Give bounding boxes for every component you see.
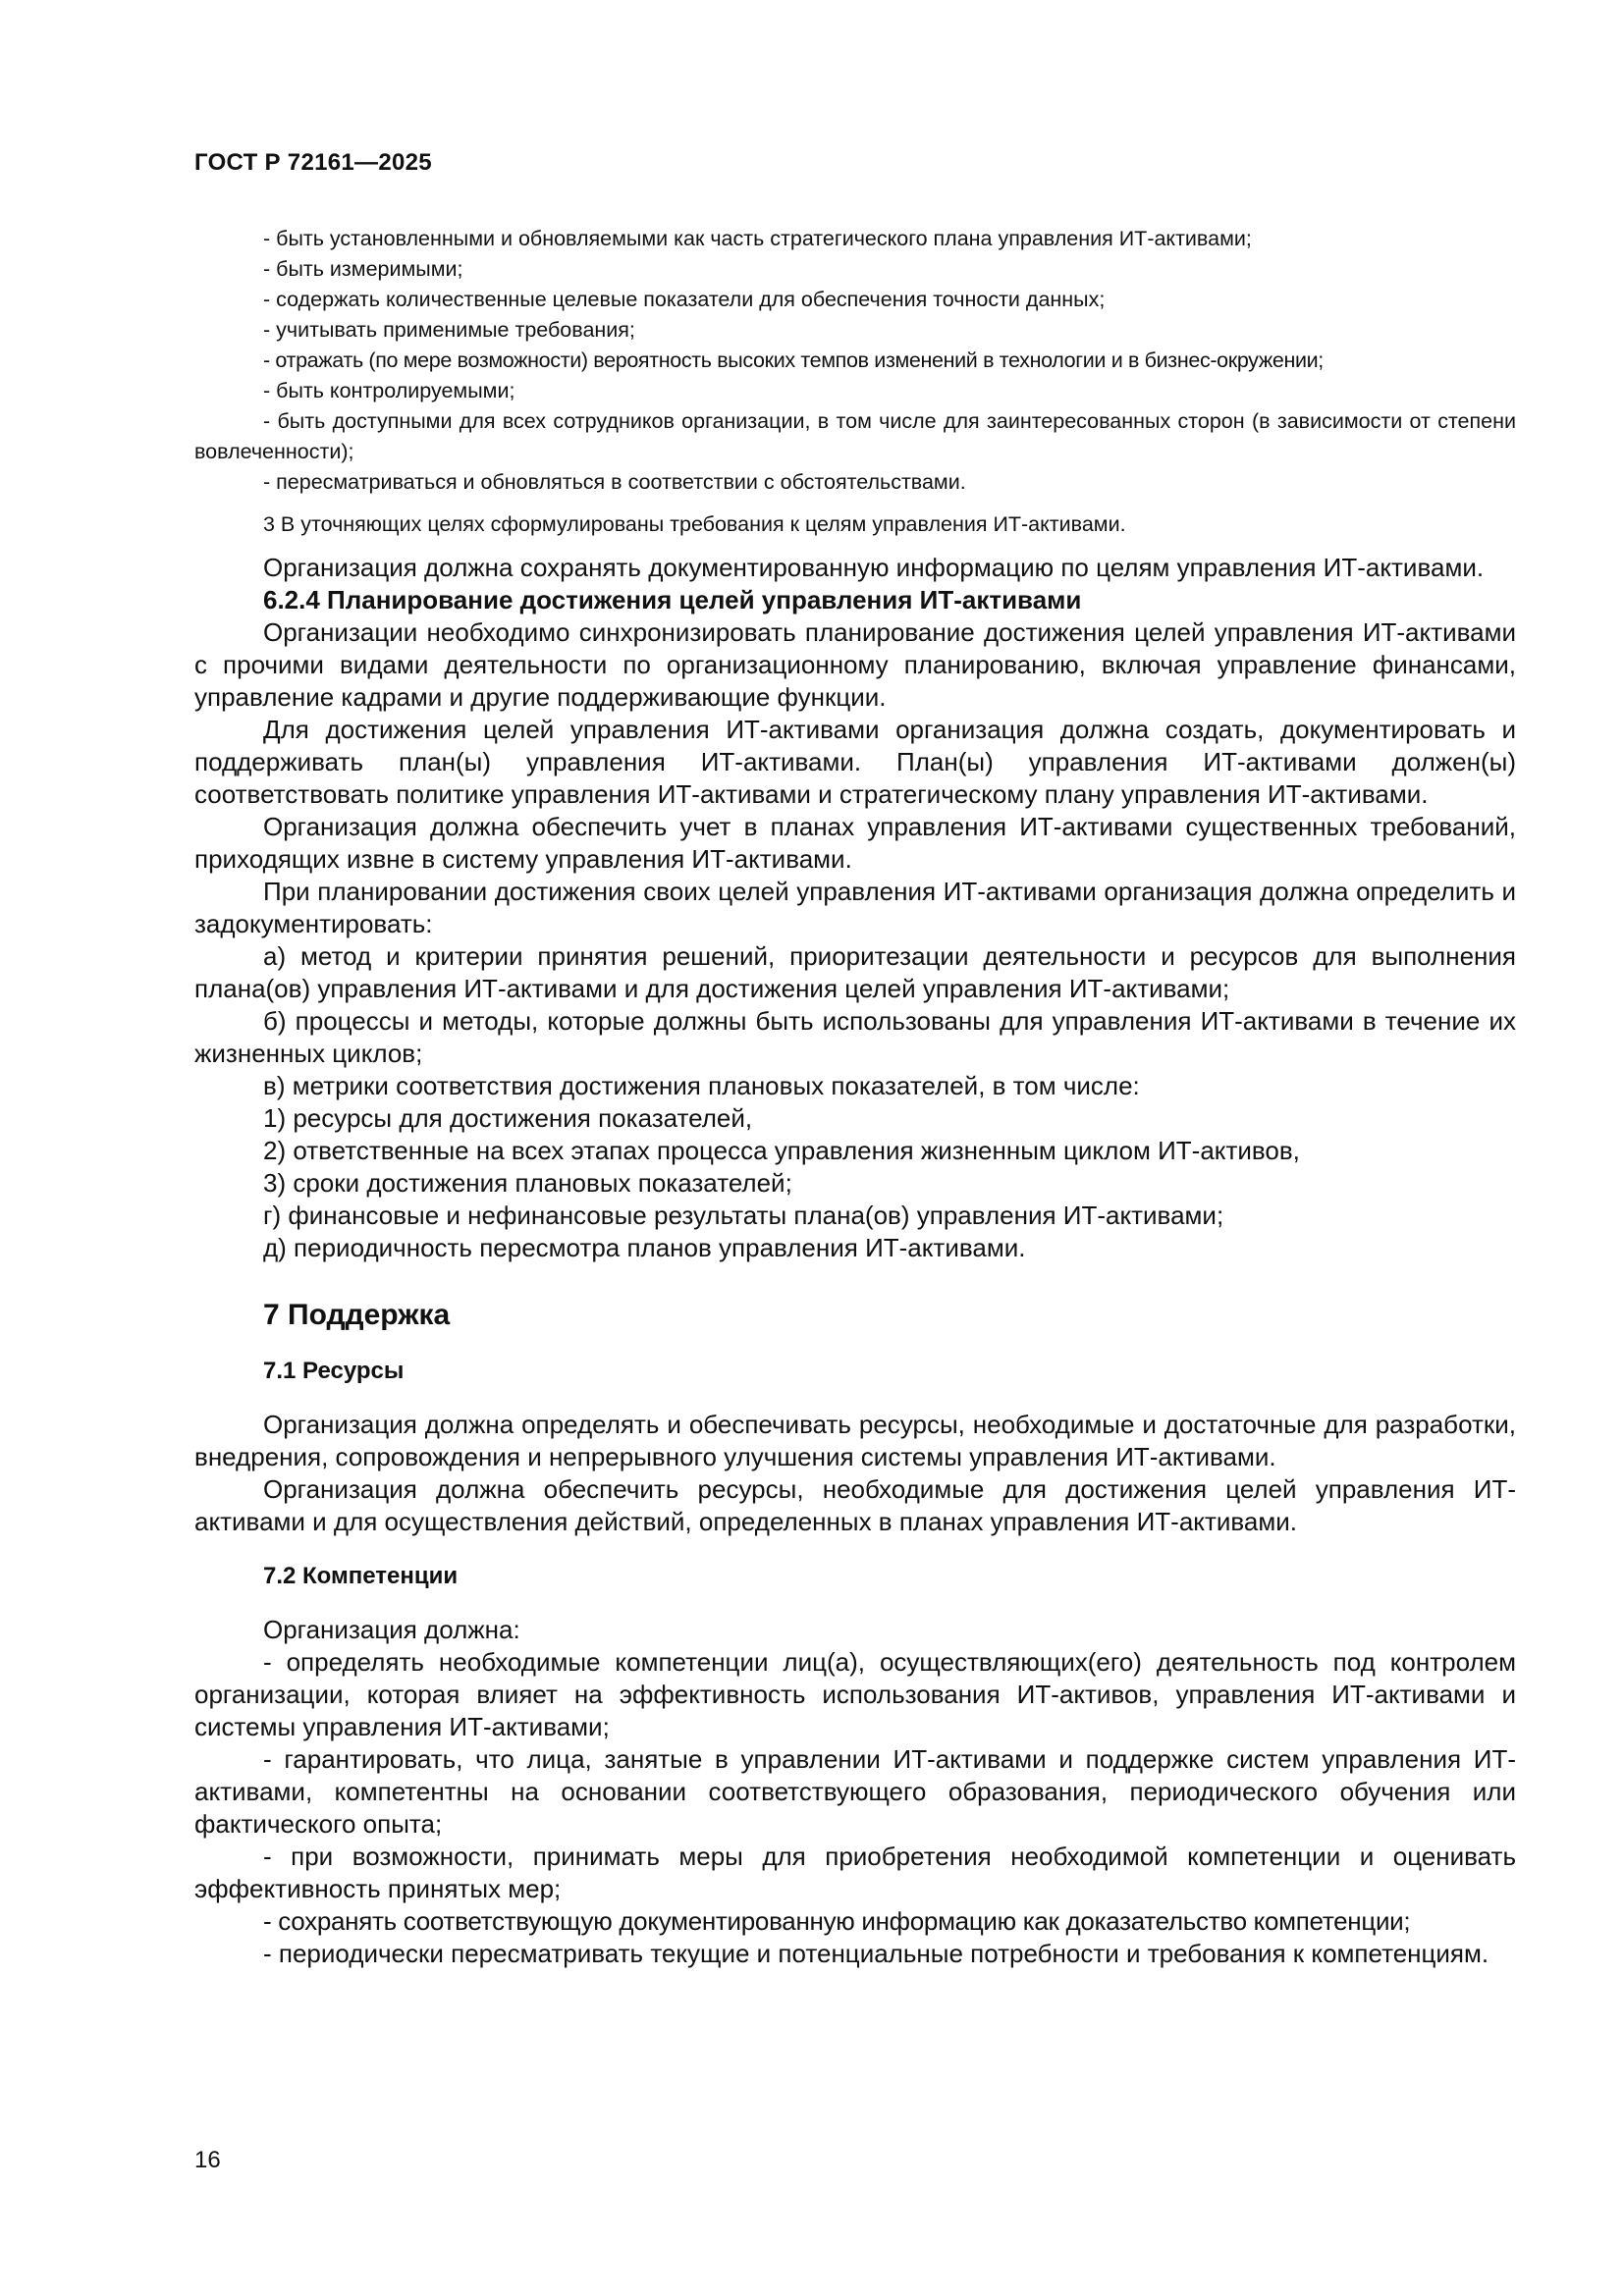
list-item: - периодически пересматривать текущие и потенциальные потребности и требования к компетенциям.: [263, 1939, 1489, 1968]
body-paragraph: Организация должна сохранять документированную информацию по целям управления ИТ-активами.: [263, 553, 1485, 582]
body-paragraph: Организация должна:: [263, 1615, 520, 1644]
list-item: г) финансовые и нефинансовые результаты плана(ов) управления ИТ-активами;: [263, 1201, 1224, 1230]
note-text: 3 В уточняющих целях сформулированы требования к целям управления ИТ-активами.: [263, 512, 1126, 536]
list-item: - содержать количественные целевые показатели для обеспечения точности данных;: [263, 288, 1106, 311]
list-item: 1) ресурсы для достижения показателей,: [263, 1103, 753, 1133]
body-paragraph: Организация должна обеспечить учет в планах управления ИТ-активами существенных требований, приходящих извне в систему управления ИТ-активами.: [194, 812, 1516, 874]
list-item: в) метрики соответствия достижения плановых показателей, в том числе:: [263, 1071, 1140, 1100]
subsection-title-6-2-4: 6.2.4 Планирование достижения целей управления ИТ-активами: [263, 585, 1082, 614]
body-paragraph: Организация должна определять и обеспечивать ресурсы, необходимые и достаточные для разработки, внедрения, сопровождения и непрерывного улучшения системы управления ИТ-активами.: [194, 1410, 1516, 1471]
list-item: - быть измеримыми;: [263, 257, 463, 281]
body-paragraph: Для достижения целей управления ИТ-активами организация должна создать, документировать и поддерживать план(ы) управления ИТ-активами. План(ы) управления ИТ-активами должен(ы) соответствовать политике управления ИТ-активами и стратегическому плану управления ИТ-активами.: [194, 715, 1516, 809]
list-item: а) метод и критерии принятия решений, приоритезации деятельности и ресурсов для выполнения плана(ов) управления ИТ-активами и для достижения целей управления ИТ-активами;: [194, 941, 1516, 1003]
list-item: 3) сроки достижения плановых показателей;: [263, 1168, 792, 1198]
page-body: [194, 224, 1516, 1970]
list-item: - определять необходимые компетенции лиц(а), осуществляющих(его) деятельность под контролем организации, которая влияет на эффективность использования ИТ-активов, управления ИТ-активами и системы управления ИТ-активами;: [194, 1647, 1516, 1741]
list-item: 2) ответственные на всех этапах процесса управления жизненным циклом ИТ-активов,: [263, 1136, 1300, 1165]
list-item: - сохранять соответствующую документированную информацию как доказательство компетенции;: [263, 1906, 1411, 1936]
list-item: - учитывать применимые требования;: [263, 318, 635, 342]
document-header-code: ГОСТ Р 72161—2025: [194, 149, 432, 176]
list-item: - быть установленными и обновляемыми как часть стратегического плана управления ИТ-активами;: [263, 227, 1252, 250]
body-paragraph: При планировании достижения своих целей управления ИТ-активами организация должна определить и задокументировать:: [194, 877, 1516, 938]
subsection-title-7-2: 7.2 Компетенции: [263, 1563, 459, 1589]
list-item: - пересматриваться и обновляться в соответствии с обстоятельствами.: [263, 470, 966, 494]
list-item: - гарантировать, что лица, занятые в управлении ИТ-активами и поддержке систем управления ИТ-активами, компетентны на основании соответствующего образования, периодического обучения или фактического опыта;: [194, 1744, 1516, 1839]
body-paragraph: Организация должна обеспечить ресурсы, необходимые для достижения целей управления ИТ-активами и для осуществления действий, определенных в планах управления ИТ-активами.: [194, 1474, 1516, 1536]
list-item: д) периодичность пересмотра планов управления ИТ-активами.: [263, 1233, 1026, 1262]
list-item: б) процессы и методы, которые должны быть использованы для управления ИТ-активами в течение их жизненных циклов;: [194, 1006, 1516, 1068]
page-number: 16: [194, 2147, 221, 2173]
list-item: - быть контролируемыми;: [263, 379, 515, 402]
list-item: - при возможности, принимать меры для приобретения необходимой компетенции и оценивать эффективность принятых мер;: [194, 1842, 1516, 1903]
list-item: - быть доступными для всех сотрудников организации, в том числе для заинтересованных сторон (в зависимости от степени вовлеченности);: [194, 409, 1516, 463]
section-title-7: 7 Поддержка: [263, 1299, 451, 1331]
subsection-title-7-1: 7.1 Ресурсы: [263, 1358, 405, 1384]
body-paragraph: Организации необходимо синхронизировать планирование достижения целей управления ИТ-активами с прочими видами деятельности по организационному планированию, включая управление финансами, управление кадрами и другие поддерживающие функции.: [194, 617, 1516, 712]
list-item: - отражать (по мере возможности) вероятность высоких темпов изменений в технологии и в бизнес-окружении;: [263, 348, 1324, 372]
